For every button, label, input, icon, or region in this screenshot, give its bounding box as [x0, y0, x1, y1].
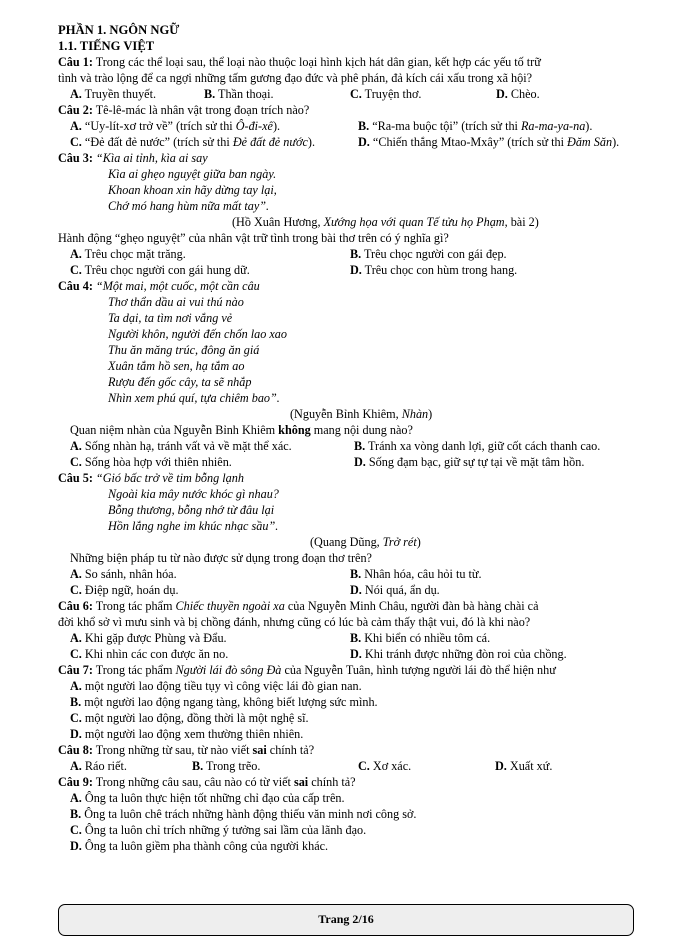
q5-option-b: B. Nhân hóa, câu hỏi tu từ.: [350, 567, 482, 581]
q1-option-a: A. Truyền thuyết.: [70, 87, 157, 101]
question-2: Câu 2: Tê-lê-mác là nhân vật trong đoạn trích nào?: [58, 103, 310, 117]
question-5-prompt: Những biện pháp tu từ nào được sử dụng trong đoạn thơ trên?: [70, 551, 372, 565]
q3-option-c: C. Trêu chọc người con gái hung dữ.: [70, 263, 250, 277]
q4-option-b: B. Tránh xa vòng danh lợi, giữ cốt cách thanh cao.: [354, 439, 601, 453]
question-4: Câu 4: “Một mai, một cuốc, một cần câu: [58, 279, 260, 293]
poem-line: Thơ thẩn dầu ai vui thú nào: [108, 295, 244, 309]
question-9: Câu 9: Trong những câu sau, câu nào có từ viết sai chính tả?: [58, 775, 356, 789]
q9-option-d: D. Ông ta luôn giềm pha thành công của người khác.: [70, 839, 329, 853]
poem-line: Bỗng thương, bỗng nhớ từ đâu lại: [108, 503, 275, 517]
section-heading: PHẦN 1. NGÔN NGỮ: [58, 23, 180, 37]
q1-option-c: C. Truyện thơ.: [350, 87, 422, 101]
page-number: Trang 2/16: [318, 912, 374, 926]
q5-option-d: D. Nói quá, ẩn dụ.: [350, 583, 440, 597]
q3-option-d: D. Trêu chọc con hùm trong hang.: [350, 263, 518, 277]
q3-option-a: A. Trêu chọc mặt trăng.: [70, 247, 186, 261]
question-3: Câu 3: “Kìa ai tỉnh, kìa ai say: [58, 151, 208, 165]
q8-option-c: C. Xơ xác.: [358, 759, 412, 773]
q7-option-a: A. một người lao động tiều tụy vì công việc lái đò gian nan.: [70, 679, 362, 693]
question-6: Câu 6: Trong tác phẩm Chiếc thuyền ngoài xa của Nguyễn Minh Châu, người đàn bà hàng chài cả: [58, 599, 539, 613]
poem-source: (Nguyễn Bỉnh Khiêm, Nhàn): [290, 407, 433, 421]
poem-line: Xuân tắm hồ sen, hạ tắm ao: [108, 359, 245, 373]
question-7: Câu 7: Trong tác phẩm Người lái đò sông Đà của Nguyễn Tuân, hình tượng người lái đò thể hiện như: [58, 663, 556, 677]
q7-option-d: D. một người lao động xem thường thiên nhiên.: [70, 727, 304, 741]
poem-line: Chớ mó hang hùm nữa mất tay”.: [108, 199, 270, 213]
q8-option-a: A. Ráo riết.: [70, 759, 127, 773]
q5-option-c: C. Điệp ngữ, hoán dụ.: [70, 583, 179, 597]
poem-line: Nhìn xem phú quí, tựa chiêm bao”.: [108, 391, 280, 405]
q6-option-c: C. Khi nhìn các con được ăn no.: [70, 647, 229, 661]
q1-option-b: B. Thần thoại.: [204, 87, 274, 101]
q4-option-c: C. Sống hòa hợp với thiên nhiên.: [70, 455, 232, 469]
poem-line: Kìa ai ghẹo nguyệt giữa ban ngày.: [108, 167, 277, 181]
question-1: Câu 1: Trong các thể loại sau, thể loại nào thuộc loại hình kịch hát dân gian, kết hợp các yếu tố trữ: [58, 55, 541, 69]
q2-option-a: A. “Uy-lít-xơ trở về” (trích sử thi Ô-đi-xê).: [70, 119, 281, 133]
question-5: Câu 5: “Gió bấc trở về tim bỗng lạnh: [58, 471, 244, 485]
q9-option-a: A. Ông ta luôn thực hiện tốt những chỉ đạo của cấp trên.: [70, 791, 345, 805]
question-3-prompt: Hành động “ghẹo nguyệt” của nhân vật trữ tình trong bài thơ trên có ý nghĩa gì?: [58, 231, 449, 245]
q6-option-d: D. Khi tránh được những đòn roi của chồng.: [350, 647, 567, 661]
question-8: Câu 8: Trong những từ sau, từ nào viết sai chính tả?: [58, 743, 315, 757]
question-6-cont: đời khổ sở vì mưu sinh và bị chồng đánh, nhưng cũng có lúc bà cảm thấy thật vui, đó là khi nào?: [58, 615, 531, 629]
poem-line: Thu ăn măng trúc, đông ăn giá: [108, 343, 260, 357]
q4-option-a: A. Sống nhàn hạ, tránh vất vả về mặt thể xác.: [70, 439, 292, 453]
q2-option-c: C. “Đẻ đất đẻ nước” (trích sử thi Đẻ đất đẻ nước).: [70, 135, 316, 149]
q7-option-c: C. một người lao động, đồng thời là một nghệ sĩ.: [70, 711, 309, 725]
q8-option-d: D. Xuất xứ.: [495, 759, 553, 773]
q6-option-a: A. Khi gặp được Phùng và Đẩu.: [70, 631, 227, 645]
q5-option-a: A. So sánh, nhân hóa.: [70, 567, 177, 581]
q3-option-b: B. Trêu chọc người con gái đẹp.: [350, 247, 507, 261]
q7-option-b: B. một người lao động ngang tàng, không biết lượng sức mình.: [70, 695, 378, 709]
q9-option-c: C. Ông ta luôn chỉ trích những ý tưởng sai lầm của lãnh đạo.: [70, 823, 367, 837]
poem-line: Hồn lắng nghe im khúc nhạc sầu”.: [108, 519, 279, 533]
q2-option-d: D. “Chiến thắng Mtao-Mxây” (trích sử thi Đăm Săn).: [358, 135, 620, 149]
poem-source: (Hồ Xuân Hương, Xướng họa với quan Tế tửu họ Phạm, bài 2): [232, 215, 539, 229]
poem-line: Ngoài kia mây nước khóc gì nhau?: [108, 487, 279, 501]
poem-line: Ta dại, ta tìm nơi vắng vẻ: [108, 311, 233, 325]
page-footer: [58, 904, 634, 936]
poem-line: Rượu đến gốc cây, ta sẽ nhắp: [108, 375, 252, 389]
q9-option-b: B. Ông ta luôn chê trách những hành động thiếu văn minh nơi công sở.: [70, 807, 417, 821]
poem-source: (Quang Dũng, Trở rét): [310, 535, 421, 549]
question-4-prompt: Quan niệm nhàn của Nguyễn Bỉnh Khiêm không mang nội dung nào?: [70, 423, 413, 437]
q4-option-d: D. Sống đạm bạc, giữ sự tự tại về mặt tâm hồn.: [354, 455, 585, 469]
q8-option-b: B. Trong trẽo.: [192, 759, 261, 773]
q6-option-b: B. Khi biển có nhiều tôm cá.: [350, 631, 491, 645]
poem-line: Người khôn, người đến chốn lao xao: [108, 327, 287, 341]
q1-option-d: D. Chèo.: [496, 87, 540, 101]
poem-line: Khoan khoan xin hãy dừng tay lại,: [108, 183, 277, 197]
subsection-heading: 1.1. TIẾNG VIỆT: [58, 39, 155, 53]
q2-option-b: B. “Ra-ma buộc tội” (trích sử thi Ra-ma-ya-na).: [358, 119, 593, 133]
question-1-cont: tình và trào lộng để ca ngợi những tấm gương đạo đức và phê phán, đả kích cái xấu trong xã hội?: [58, 71, 533, 85]
